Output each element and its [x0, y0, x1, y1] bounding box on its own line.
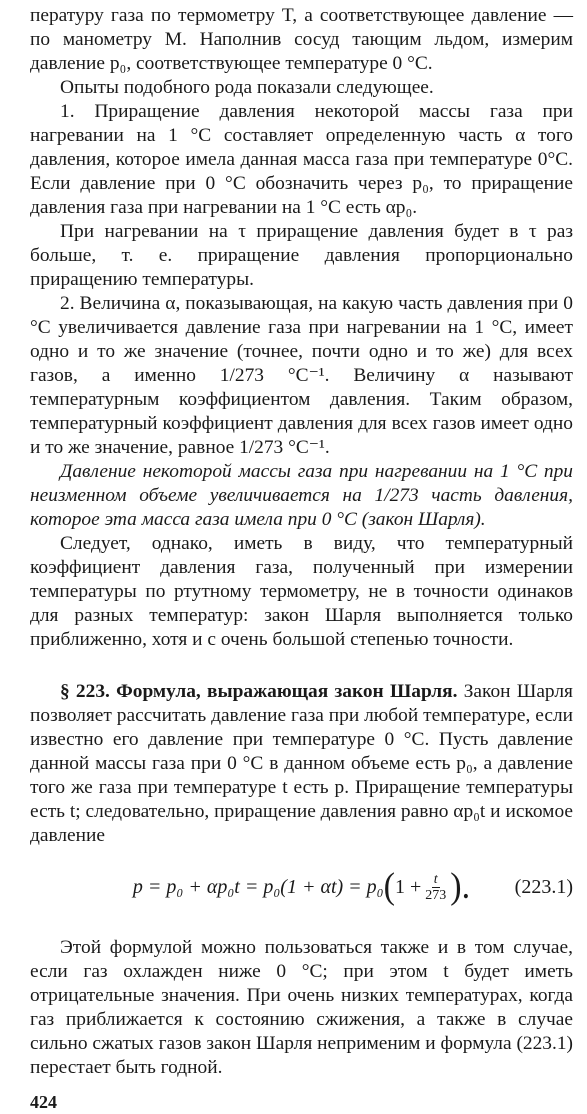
- paragraph-5: 2. Величина α, показывающая, на какую часть давления при 0 °C увеличивается давление газа при нагревании на 1 °C, имеет одно и то же значение (точнее, почти одно и то же) для всех газов, а именно 1/273 °C⁻¹. Величину α называют температурным коэффициентом давления. Таким образом, температурный коэффициент давления для всех газов имеет одно и то же значение, равное 1/273 °C⁻¹.: [30, 293, 573, 458]
- paragraph-7: Следует, однако, иметь в виду, что температурный коэффициент давления газа, полученный при измерении температуры по ртутному термометру, не в точности одинаков для разных температур: закон Шарля выполняется только приближенно, хотя и с очень большой степенью точности.: [30, 533, 573, 650]
- formula-223-1: [30, 862, 573, 912]
- paragraph-charles-law: Давление некоторой массы газа при нагревании на 1 °C при неизменном объеме увеличивается на 1/273 часть давления, которое эта масса газа имела при 0 °C (закон Шарля).: [30, 461, 573, 530]
- section-intro: Закон Шарля позволяет рассчитать давление газа при любой температуре, если известно его давление при температуре 0 °C. Пусть давление данной массы газа при 0 °C в данном объеме есть p₀, а давление того же газа при температуре t есть p. Приращение температуры есть t; следовательно, приращение давления равно αp₀t и искомое давление: [30, 681, 573, 846]
- fraction-denominator: 273: [425, 887, 447, 903]
- paragraph-4: При нагревании на τ приращение давления будет в τ раз больше, т. е. приращение давления пропорционально приращению температуры.: [30, 221, 573, 290]
- closing-paragraph: Этой формулой можно пользоваться также и в том случае, если газ охлажден ниже 0 °C; при этом t будет иметь отрицательные значения. При очень низких температурах, когда газ приближается к состоянию сжижения, а также в случае сильно сжатых газов закон Шарля неприменим и формула (223.1) перестает быть годной.: [30, 937, 573, 1078]
- section-223: [30, 680, 573, 848]
- formula-paren-close: ).: [450, 866, 471, 907]
- formula-expression: [132, 866, 471, 907]
- page-number: 424: [30, 1092, 57, 1112]
- equation-number: (223.1): [514, 876, 573, 898]
- formula-left: p = p₀ + αp₀t = p₀(1 + αt) = p₀: [132, 876, 384, 898]
- paragraph-1: пературу газа по термометру T, а соответствующее давление — по манометру M. Наполнив сосуд тающим льдом, измерим давление p₀, соответствующее температуре 0 °C.: [30, 5, 573, 74]
- formula-fraction: [423, 872, 448, 903]
- paragraph-2: Опыты подобного рода показали следующее.: [60, 77, 434, 98]
- section-heading: § 223. Формула, выражающая закон Шарля.: [60, 681, 458, 702]
- paragraph-3: 1. Приращение давления некоторой массы газа при нагревании на 1 °C составляет определенную часть α того давления, которое имела данная масса газа при температуре 0°C. Если давление при 0 °C обозначить через p₀, то приращение давления газа при нагревании на 1 °C есть αp₀.: [30, 101, 573, 218]
- fraction-numerator: t: [433, 871, 438, 887]
- formula-paren-inner: 1 +: [394, 876, 422, 898]
- formula-paren-open: (: [383, 866, 395, 907]
